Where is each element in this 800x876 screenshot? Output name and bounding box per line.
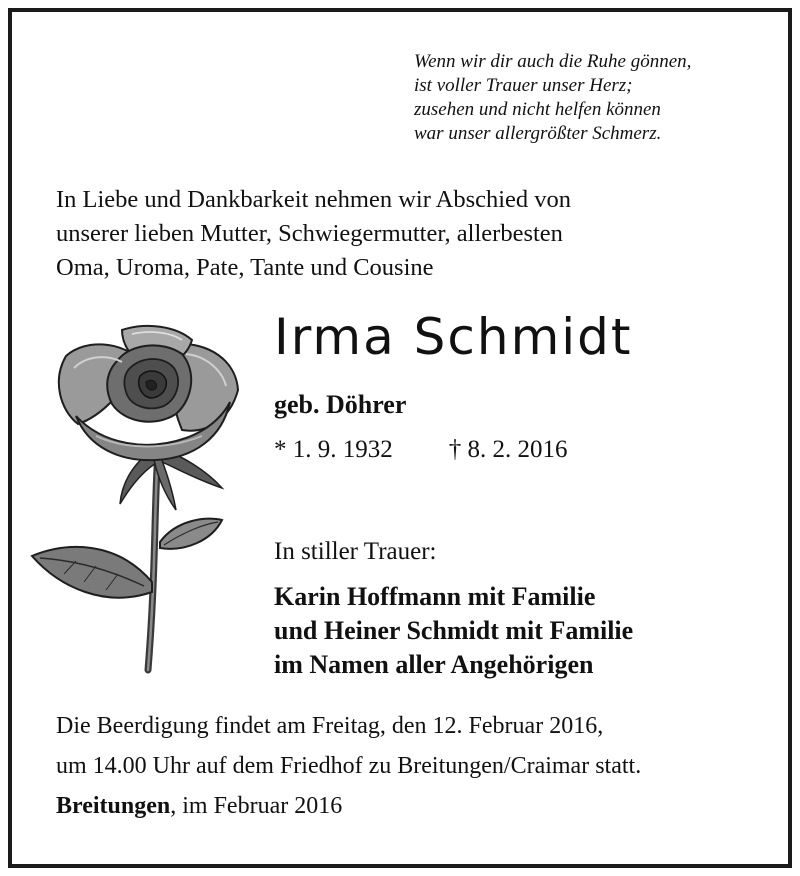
obituary-notice [8,8,792,868]
memorial-poem [414,50,691,146]
rose-icon [26,320,261,680]
farewell-intro [56,183,571,285]
mourners-label: In stiller Trauer: [274,538,437,565]
poem-line: ist voller Trauer unser Herz; [414,75,633,96]
death-date: † 8. 2. 2016 [448,436,568,463]
deceased-name: Irma Schmidt [274,308,633,366]
place-month: , im Februar 2016 [170,793,343,819]
mourner-line: im Namen aller Angehörigen [274,650,594,679]
funeral-line: um 14.00 Uhr auf dem Friedhof zu Breitungen/Craimar statt. [56,753,642,779]
mourner-line: und Heiner Schmidt mit Familie [274,616,634,645]
place-town: Breitungen [56,793,171,819]
mourners-list [274,580,633,682]
mourner-line: Karin Hoffmann mit Familie [274,582,596,611]
life-dates [274,436,568,464]
place-date [56,793,342,820]
funeral-line: Die Beerdigung findet am Freitag, den 12. Februar 2016, [56,713,604,739]
funeral-info [56,706,641,786]
poem-line: zusehen und nicht helfen können [414,99,661,120]
intro-line: Oma, Uroma, Pate, Tante und Cousine [56,254,434,281]
birth-name: geb. Döhrer [274,390,407,419]
intro-line: In Liebe und Dankbarkeit nehmen wir Abschied von [56,186,572,213]
intro-line: unserer lieben Mutter, Schwiegermutter, allerbesten [56,220,563,247]
birth-date: * 1. 9. 1932 [274,436,393,463]
poem-line: war unser allergrößter Schmerz. [414,123,662,144]
poem-line: Wenn wir dir auch die Ruhe gönnen, [414,51,692,72]
